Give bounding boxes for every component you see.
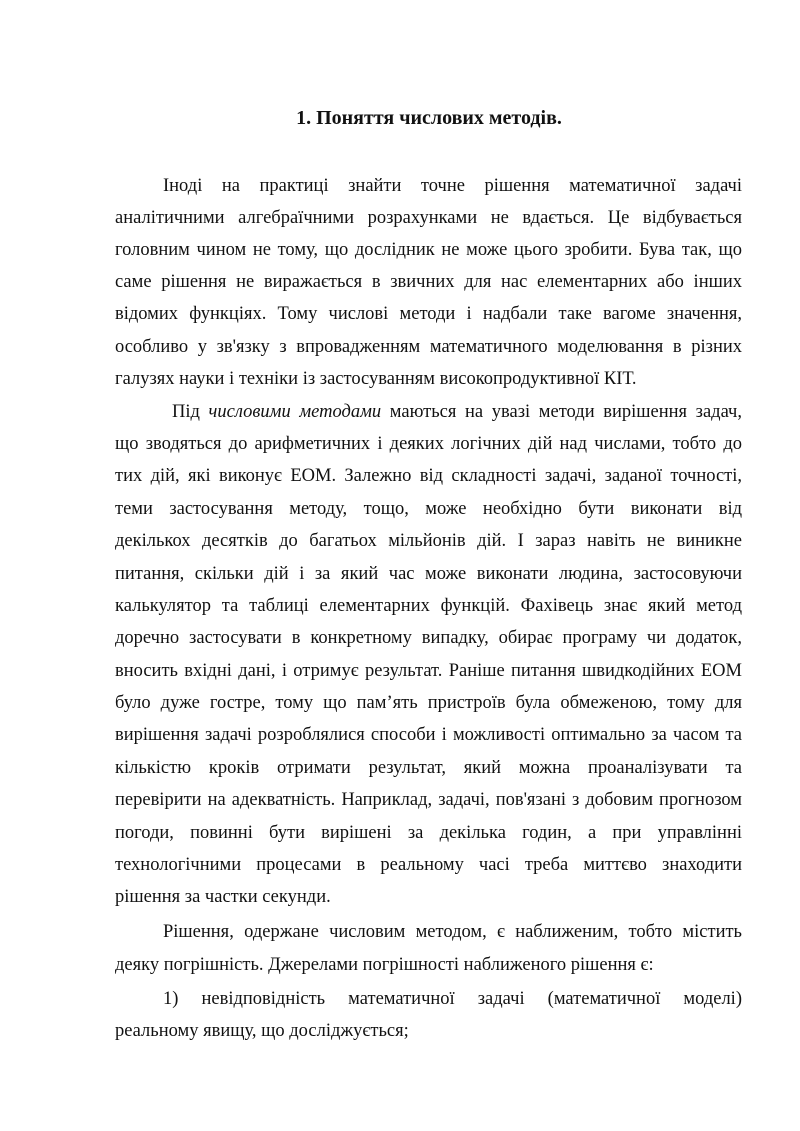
paragraph-line: доречно застосувати в конкретному випадку, обирає програму чи додаток,	[115, 628, 742, 648]
paragraph-line: галузях науки і техніки із застосуванням високопродуктивної КІТ.	[115, 369, 637, 389]
paragraph-line: перевірити на адекватність. Наприклад, задачі, пов'язані з добовим прогнозом	[115, 790, 742, 810]
text-run: маються на увазі методи вирішення задач,	[381, 402, 742, 422]
paragraph-line: технологічними процесами в реальному часі треба миттєво знаходити	[115, 855, 742, 875]
paragraph-line: саме рішення не виражається в звичних для нас елементарних або інших	[115, 272, 742, 292]
paragraph-line: особливо у зв'язку з впровадженням математичного моделювання в різних	[115, 337, 742, 357]
paragraph-line: питання, скільки дій і за який час може виконати людина, застосовуючи	[115, 564, 742, 584]
paragraph-line: деяку погрішність. Джерелами погрішності наближеного рішення є:	[115, 955, 654, 975]
paragraph-line	[172, 400, 742, 424]
paragraph-line: головним чином не тому, що дослідник не може цього зробити. Бува так, що	[115, 240, 742, 260]
paragraph-line: аналітичними алгебраїчними розрахунками не вдається. Це відбувається	[115, 208, 742, 228]
text-run: Під	[172, 402, 209, 422]
paragraph-line: погоди, повинні бути вирішені за декілька годин, а при управлінні	[115, 823, 742, 843]
paragraph-line: Іноді на практиці знайти точне рішення математичної задачі	[163, 176, 742, 196]
paragraph-line: калькулятор та таблиці елементарних функцій. Фахівець знає який метод	[115, 596, 742, 616]
paragraph-line: відомих функціях. Тому числові методи і надбали таке вагоме значення,	[115, 304, 742, 324]
list-item: 1) невідповідність математичної задачі (математичної моделі)	[163, 989, 742, 1009]
emphasized-term: числовими методами	[208, 402, 382, 422]
paragraph-line: Рішення, одержане числовим методом, є наближеним, тобто містить	[163, 922, 742, 942]
paragraph-line: що зводяться до арифметичних і деяких логічних дій над числами, тобто до	[115, 434, 742, 454]
paragraph-line: декількох десятків до багатьох мільйонів дій. І зараз навіть не виникне	[115, 531, 742, 551]
paragraph-line: вносить вхідні дані, і отримує результат. Раніше питання швидкодійних ЕОМ	[115, 661, 742, 681]
paragraph-line: реальному явищу, що досліджується;	[115, 1021, 409, 1041]
paragraph-line: теми застосування методу, тощо, може необхідно бути виконати від	[115, 499, 742, 519]
paragraph-line: вирішення задачі розроблялися способи і можливості оптимально за часом та	[115, 725, 742, 745]
section-title: 1. Поняття числових методів.	[296, 107, 562, 129]
paragraph-line: рішення за частки секунди.	[115, 887, 331, 907]
paragraph-line: кількістю кроків отримати результат, який можна проаналізувати та	[115, 758, 742, 778]
paragraph-line: тих дій, які виконує ЕОМ. Залежно від складності задачі, заданої точності,	[115, 466, 742, 486]
paragraph-line: було дуже гостре, тому що пам’ять пристроїв була обмеженою, тому для	[115, 693, 742, 713]
